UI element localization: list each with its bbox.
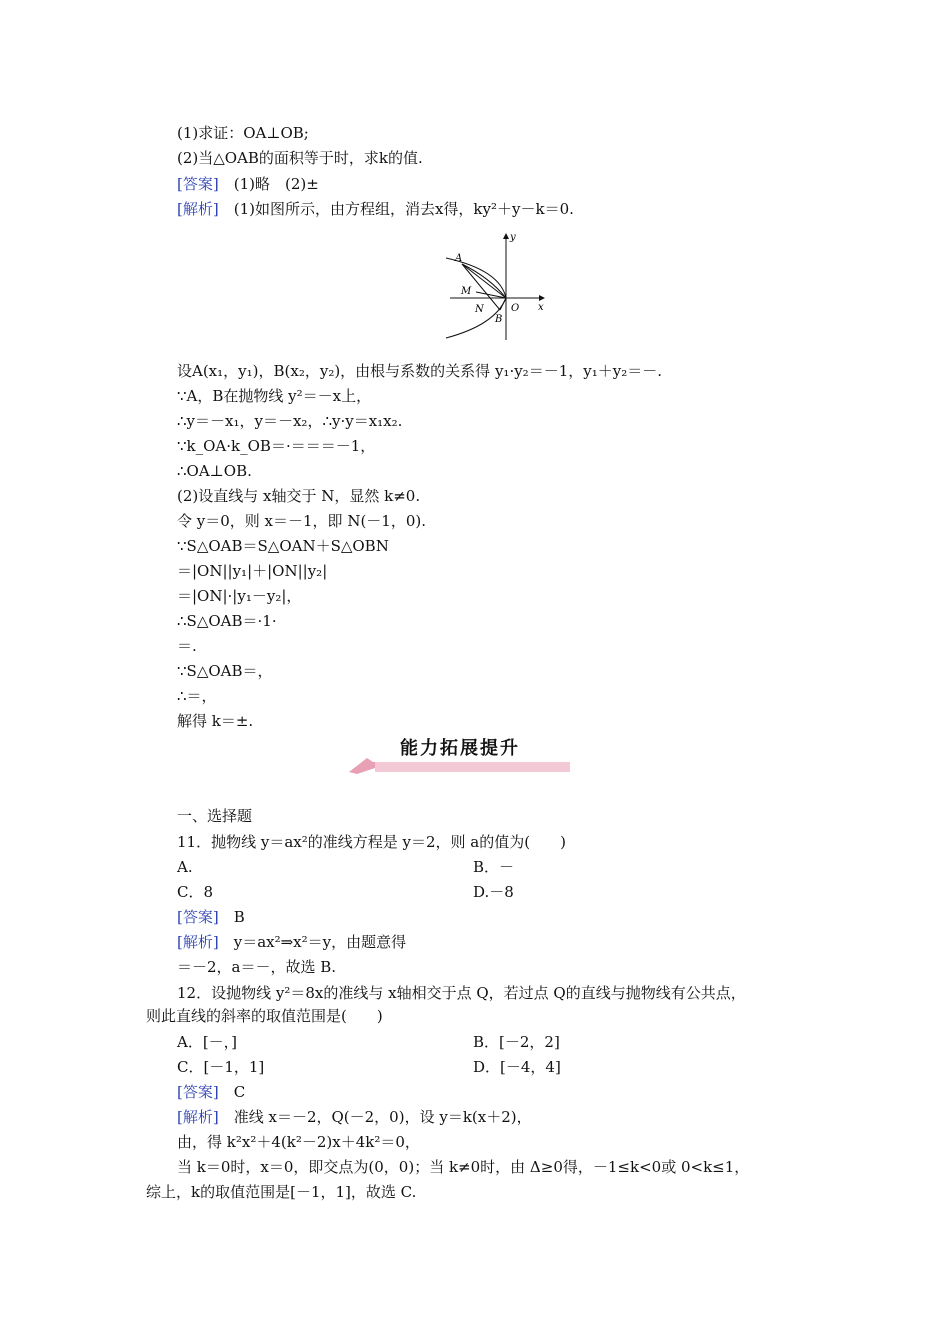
q12-option-c: C．[－1，1] <box>177 1058 265 1076</box>
q11-answer <box>177 907 245 927</box>
q12-stem-cont: 则此直线的斜率的取值范围是( ) <box>146 1007 383 1025</box>
answer-tag: [答案] <box>177 175 219 193</box>
q11-analysis-cont: ＝－2，a＝－，故选 B. <box>177 958 337 976</box>
q12-analysis-line2: 由，得 k²x²＋4(k²－2)x＋4k²＝0， <box>177 1133 420 1151</box>
q11-option-a: A. <box>177 858 193 876</box>
step-line: ∴y＝－x₁，y＝－x₂，∴y·y＝x₁x₂. <box>177 412 403 430</box>
answer-text: B <box>218 908 245 926</box>
step-line: ∴＝， <box>177 687 217 705</box>
analysis-tag: [解析] <box>177 933 219 951</box>
label-n: N <box>475 304 484 315</box>
analysis-tag: [解析] <box>177 1108 219 1126</box>
label-o: O <box>511 303 520 314</box>
parabola-figure <box>440 230 550 342</box>
q11-analysis <box>177 932 406 952</box>
q12-analysis-line3: 当 k＝0时，x＝0，即交点为(0，0)；当 k≠0时，由 Δ≥0得，－1≤k<0或 0<k≤1， <box>177 1158 750 1176</box>
step-line: ∵k_OA·k_OB＝·＝＝＝－1， <box>177 437 376 455</box>
q11-stem: 11．抛物线 y＝ax²的准线方程是 y＝2，则 a的值为( ) <box>177 833 566 851</box>
q12-stem: 12．设抛物线 y²＝8x的准线与 x轴相交于点 Q，若过点 Q的直线与抛物线有公共点， <box>177 984 746 1002</box>
step-line: ＝. <box>177 637 197 655</box>
analysis-text: (1)如图所示，由方程组，消去x得，ky²＋y－k＝0. <box>218 200 574 218</box>
label-a: A <box>455 253 463 264</box>
q12-analysis <box>177 1107 532 1127</box>
step-line: 设A(x₁，y₁)，B(x₂，y₂)，由根与系数的关系得 y₁·y₂＝－1，y₁＋y₂＝－. <box>177 362 662 380</box>
q11-option-b: B．－ <box>473 858 515 876</box>
analysis-tag: [解析] <box>177 200 219 218</box>
answer-line <box>177 174 319 194</box>
q12-analysis-line4: 综上，k的取值范围是[－1，1]，故选 C. <box>146 1183 417 1201</box>
q11-option-d: D.－8 <box>473 883 514 901</box>
q12-option-b: B．[－2，2] <box>473 1033 560 1051</box>
q12-option-a: A．[－，] <box>177 1033 238 1051</box>
label-b: B <box>495 314 503 325</box>
analysis-text: 准线 x＝－2，Q(－2，0)，设 y＝k(x＋2)， <box>218 1108 532 1126</box>
step-line: ∴OA⊥OB. <box>177 462 252 480</box>
question-part1: (1)求证：OA⊥OB; <box>177 124 309 142</box>
answer-text: (1)略 (2)± <box>218 175 319 193</box>
label-x: x <box>538 302 544 313</box>
step-line: 令 y＝0，则 x＝－1，即 N(－1，0). <box>177 512 427 530</box>
banner-bar <box>375 762 570 772</box>
analysis-text: y＝ax²⇒x²＝y，由题意得 <box>218 933 407 951</box>
analysis-line <box>177 199 574 219</box>
section-heading: 一、选择题 <box>177 807 253 825</box>
label-m: M <box>461 286 472 297</box>
section-banner <box>345 738 575 774</box>
banner-title: 能力拓展提升 <box>400 738 520 759</box>
step-line: ∵S△OAB＝， <box>177 662 273 680</box>
segment-ob <box>500 298 506 310</box>
label-y: y <box>510 232 516 243</box>
step-line: ∴S△OAB＝·1· <box>177 612 277 630</box>
q11-option-c: C．8 <box>177 883 214 901</box>
answer-tag: [答案] <box>177 908 219 926</box>
q12-answer <box>177 1082 245 1102</box>
step-line: ＝|ON||y₁|＋|ON||y₂| <box>177 562 328 580</box>
step-line: 解得 k＝±. <box>177 712 254 730</box>
step-line: ∵A，B在抛物线 y²＝－x上， <box>177 387 372 405</box>
q12-option-d: D．[－4，4] <box>473 1058 561 1076</box>
step-line: ∵S△OAB＝S△OAN＋S△OBN <box>177 537 389 555</box>
answer-text: C <box>218 1083 246 1101</box>
step-line: ＝|ON|·|y₁－y₂|， <box>177 587 302 605</box>
step-line: (2)设直线与 x轴交于 N，显然 k≠0. <box>177 487 421 505</box>
answer-tag: [答案] <box>177 1083 219 1101</box>
question-part2: (2)当△OAB的面积等于时，求k的值. <box>177 149 423 167</box>
